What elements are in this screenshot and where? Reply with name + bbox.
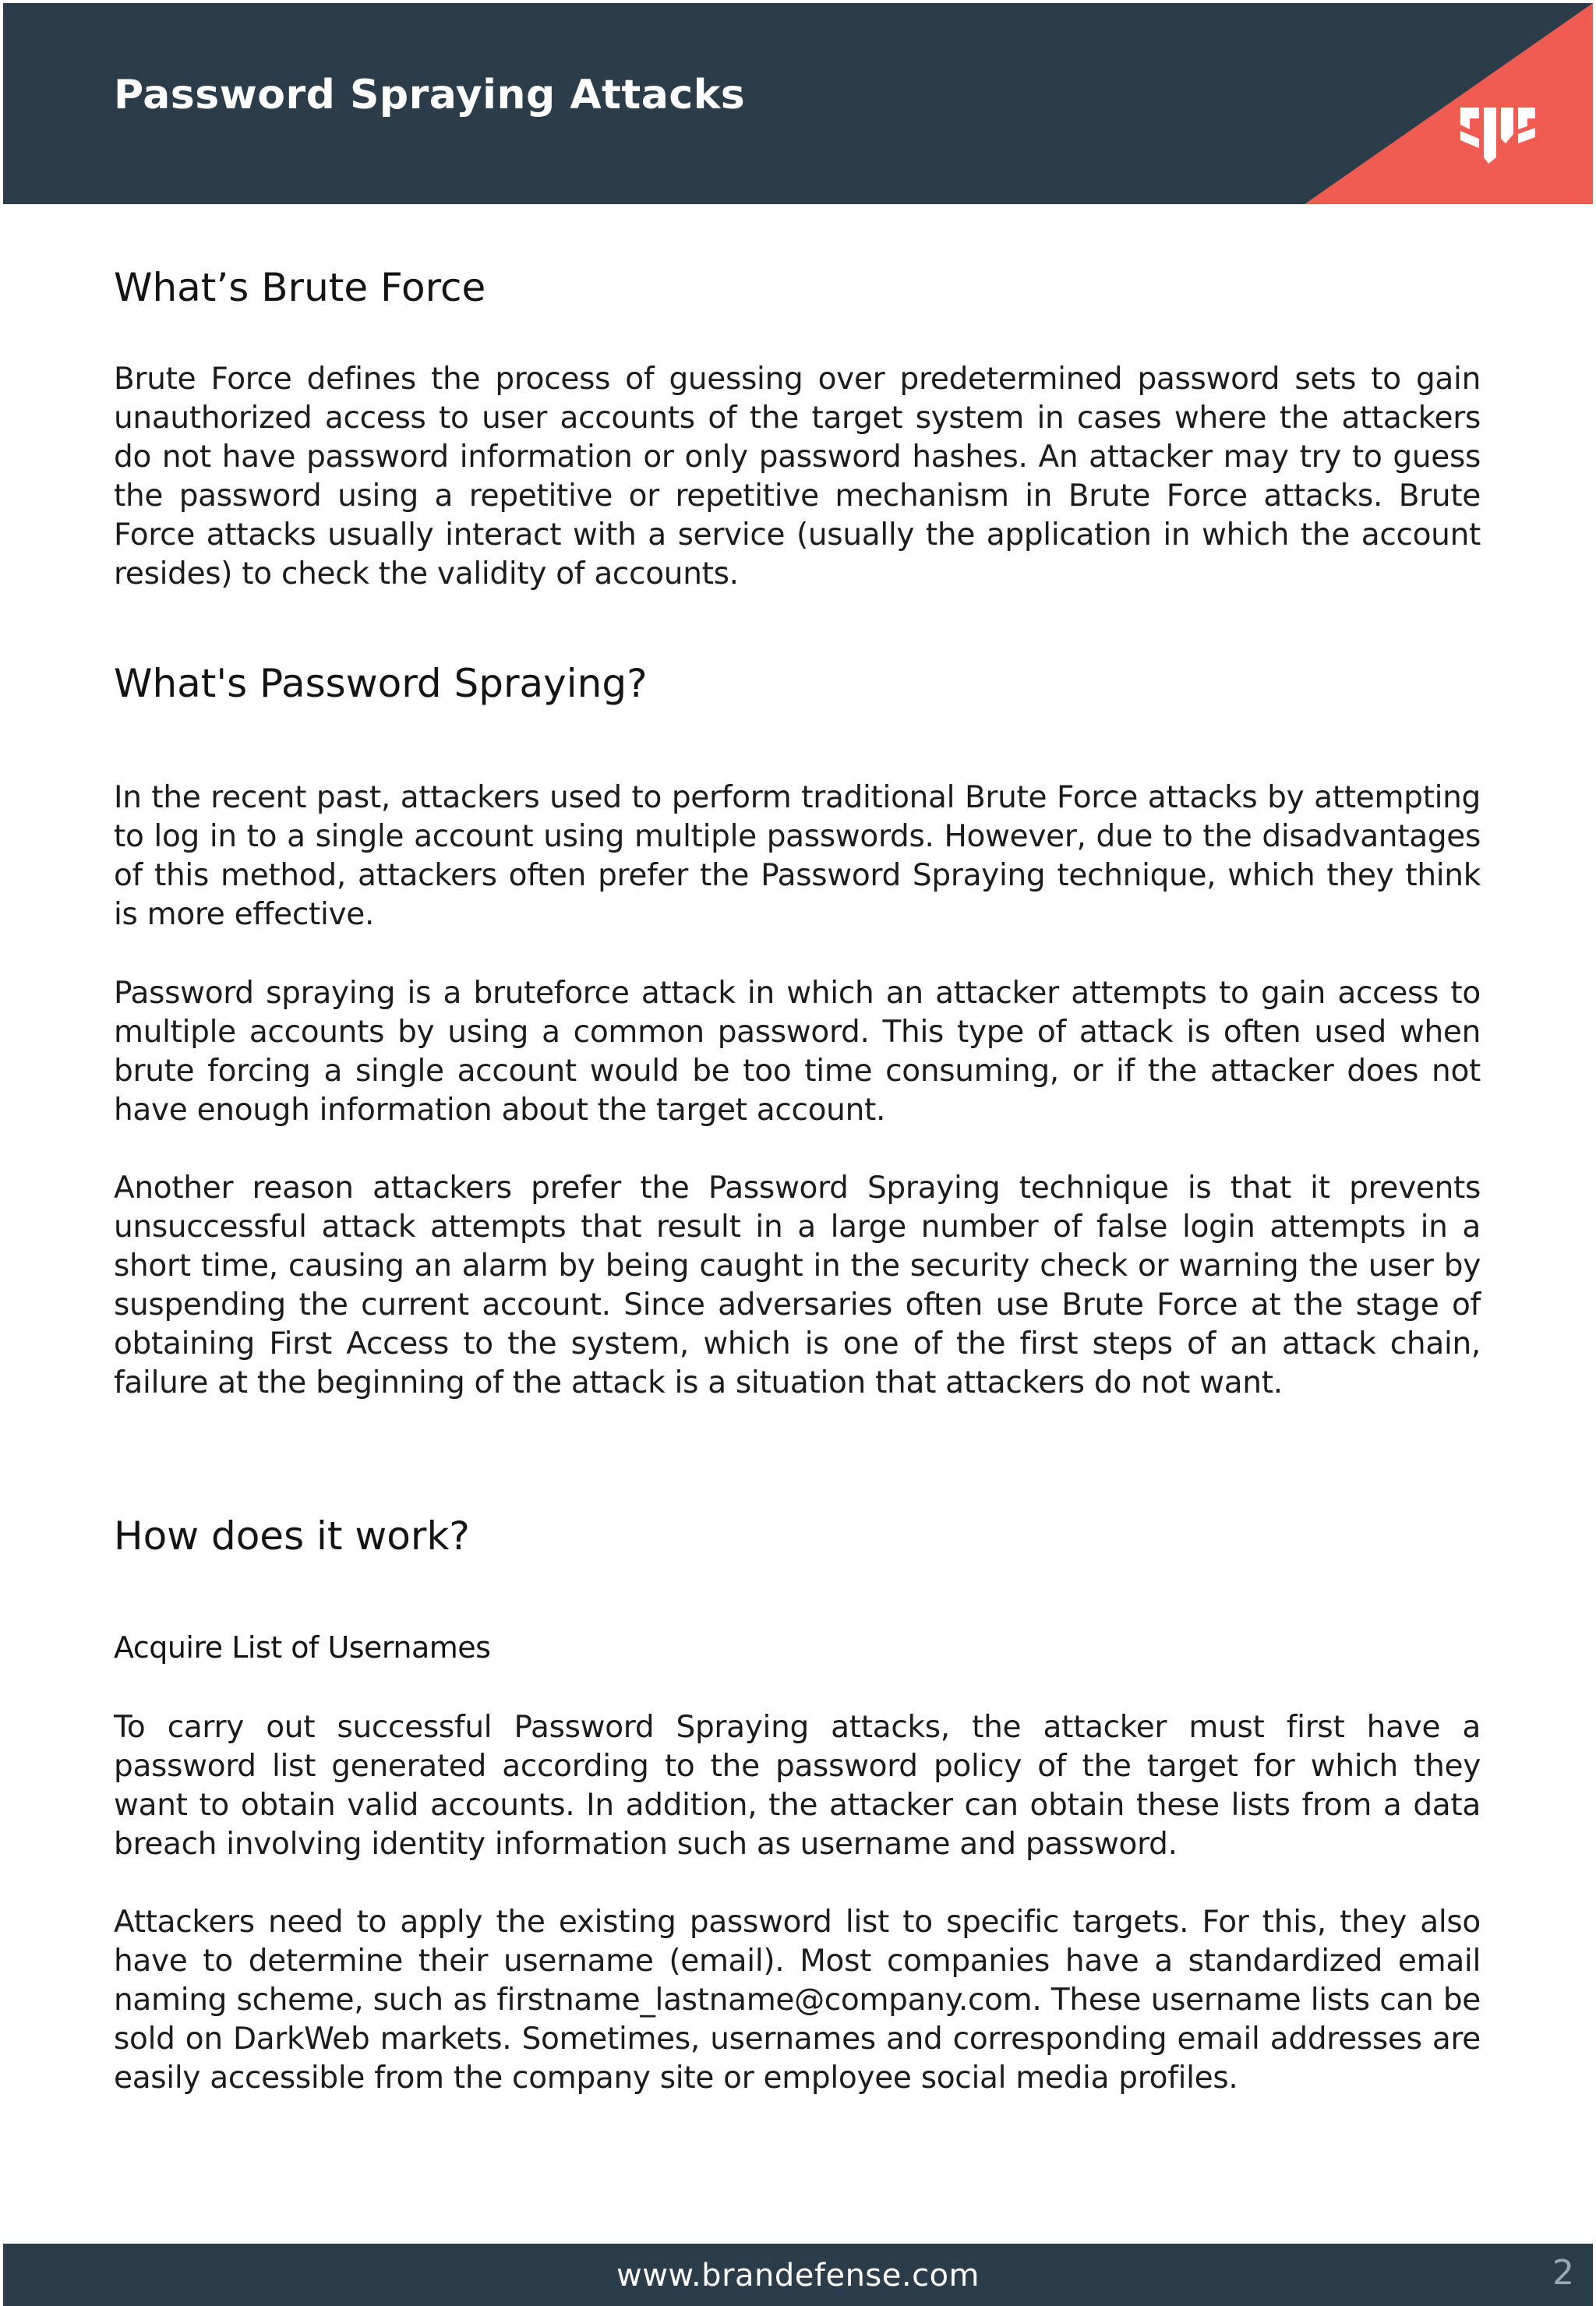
page-title: Password Spraying Attacks (114, 72, 746, 118)
header-accent-triangle (1305, 3, 1593, 204)
paragraph-username-lists: Attackers need to apply the existing password list to specific targets. For this, they also have to determine their username (email). Most companies have a standardized email naming scheme, such as firstname_lastname@company.com. These username lists can be sold on DarkWeb markets. Sometimes, usernames and corresponding email addresses are easily accessible from the company site or employee social media profiles. (114, 1905, 1481, 2096)
page-footer (3, 2244, 1593, 2306)
paragraph-spraying-definition: Password spraying is a bruteforce attack in which an attacker attempts to gain access to multiple accounts by using a common password. This type of attack is often used when brute forcing a single account would be too time consuming, or if the attacker does not have enough information about the target account. (114, 976, 1481, 1128)
page-header (3, 3, 1593, 204)
section-heading-brute-force: What’s Brute Force (114, 265, 486, 310)
paragraph-recent-past: In the recent past, attackers used to perform traditional Brute Force attacks by attempting to log in to a single account using multiple passwords. However, due to the disadvantages of this method, attackers often prefer the Password Spraying technique, which they think is more effective. (114, 780, 1481, 932)
section-heading-how-it-works: How does it work? (114, 1513, 470, 1559)
paragraph-another-reason: Another reason attackers prefer the Password Spraying technique is that it prevents unsuccessful attack attempts that result in a large number of false login attempts in a short time, causing an alarm by being caught in the security check or warning the user by suspending the current account. Since adversaries often use Brute Force at the stage of obtaining First Access to the system, which is one of the first steps of an attack chain, failure at the beginning of the attack is a situation that attackers do not want. (114, 1171, 1481, 1400)
brandefense-logo-icon (1457, 103, 1538, 168)
paragraph-brute-force-definition: Brute Force defines the process of guessing over predetermined password sets to gain unauthorized access to user accounts of the target system in cases where the attackers do not have password information or only password hashes. An attacker may try to guess the password using a repetitive or repetitive mechanism in Brute Force attacks. Brute Force attacks usually interact with a service (usually the application in which the account resides) to check the validity of accounts. (114, 362, 1481, 592)
page-number: 2 (1552, 2253, 1574, 2293)
section-heading-password-spraying: What's Password Spraying? (114, 661, 648, 706)
paragraph-successful-spraying: To carry out successful Password Spraying attacks, the attacker must first have a password list generated according to the password policy of the target for which they want to obtain valid accounts. In addition, the attacker can obtain these lists from a data breach involving identity information such as username and password. (114, 1710, 1481, 1862)
footer-website-link[interactable]: www.brandefense.com (616, 2258, 980, 2294)
subheading-acquire-usernames: Acquire List of Usernames (114, 1630, 491, 1665)
